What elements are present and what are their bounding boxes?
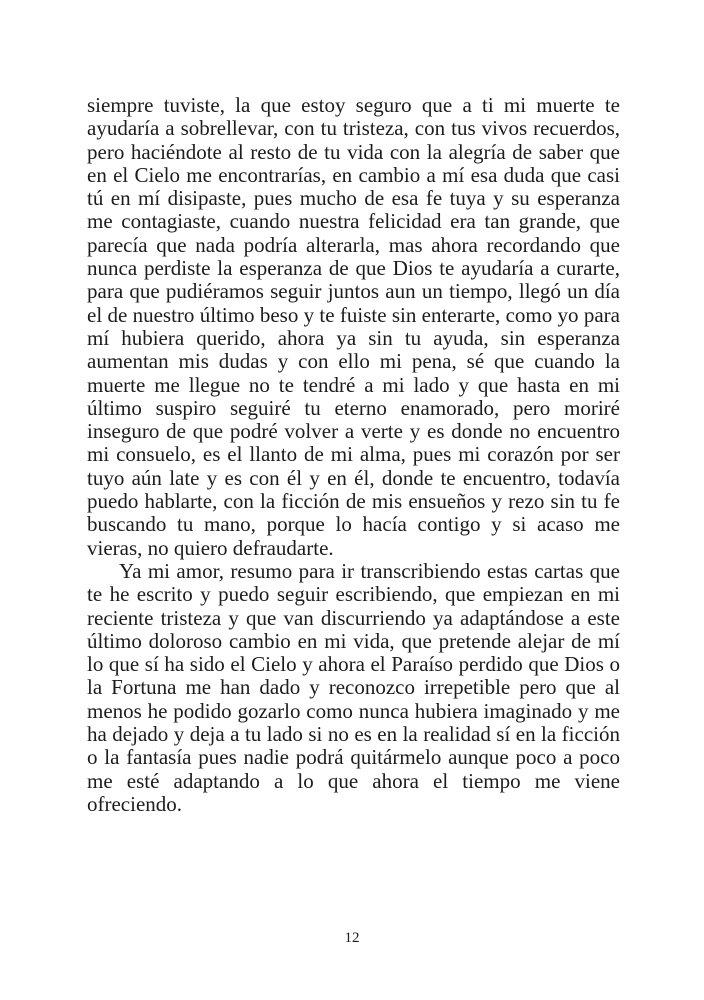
paragraph-continuation: siempre tuviste, la que estoy seguro que a ti mi muerte te ayudaría a sobrellevar, con tu tristeza, con tus vivos recuerdos, pero haciéndote al resto de tu vida con la alegría de saber que en el Cielo me encontrarías, en cambio a mí esa duda que casi tú en mí disipaste, pues mucho de esa fe tuya y su esperanza me contagiaste, cuando nuestra felicidad era tan grande, que parecía que nada podría alterarla, mas ahora recordando que nunca perdiste la esperanza de que Dios te ayudaría a curarte, para que pudiéramos seguir juntos aun un tiempo, llegó un día el de nuestro último beso y te fuiste sin enterarte, como yo para mí hubiera querido, ahora ya sin tu ayuda, sin esperanza aumentan mis dudas y con ello mi pena, sé que cuando la muerte me llegue no te tendré a mi lado y que hasta en mi último suspiro seguiré tu eterno enamorado, pero moriré inseguro de que podré volver a verte y es donde no encuentro mi consuelo, es el llanto de mi alma, pues mi corazón por ser tuyo aún late y es con él y en él, donde te encuentro, todavía puedo hablarte, con la ficción de mis ensueños y rezo sin tu fe buscando tu mano, porque lo hacía contigo y si acaso me vieras, no quiero defraudarte. bbox=[87, 93, 620, 560]
page-number: 12 bbox=[344, 930, 360, 946]
paragraph-second: Ya mi amor, resumo para ir transcribiendo estas cartas que te he escrito y puedo seguir escribiendo, que empiezan en mi reciente tristeza y que van discurriendo ya adaptándose a este último doloroso cambio en mi vida, que pretende alejar de mí lo que sí ha sido el Cielo y ahora el Paraíso perdido que Dios o la Fortuna me han dado y reconozco irrepetible pero que al menos he podido gozarlo como nunca hubiera imaginado y me ha dejado y deja a tu lado si no es en la realidad sí en la ficción o la fantasía pues nadie podrá quitármelo aunque poco a poco me esté adaptando a lo que ahora el tiempo me viene ofreciendo. bbox=[87, 558, 620, 816]
text-block bbox=[87, 94, 620, 816]
